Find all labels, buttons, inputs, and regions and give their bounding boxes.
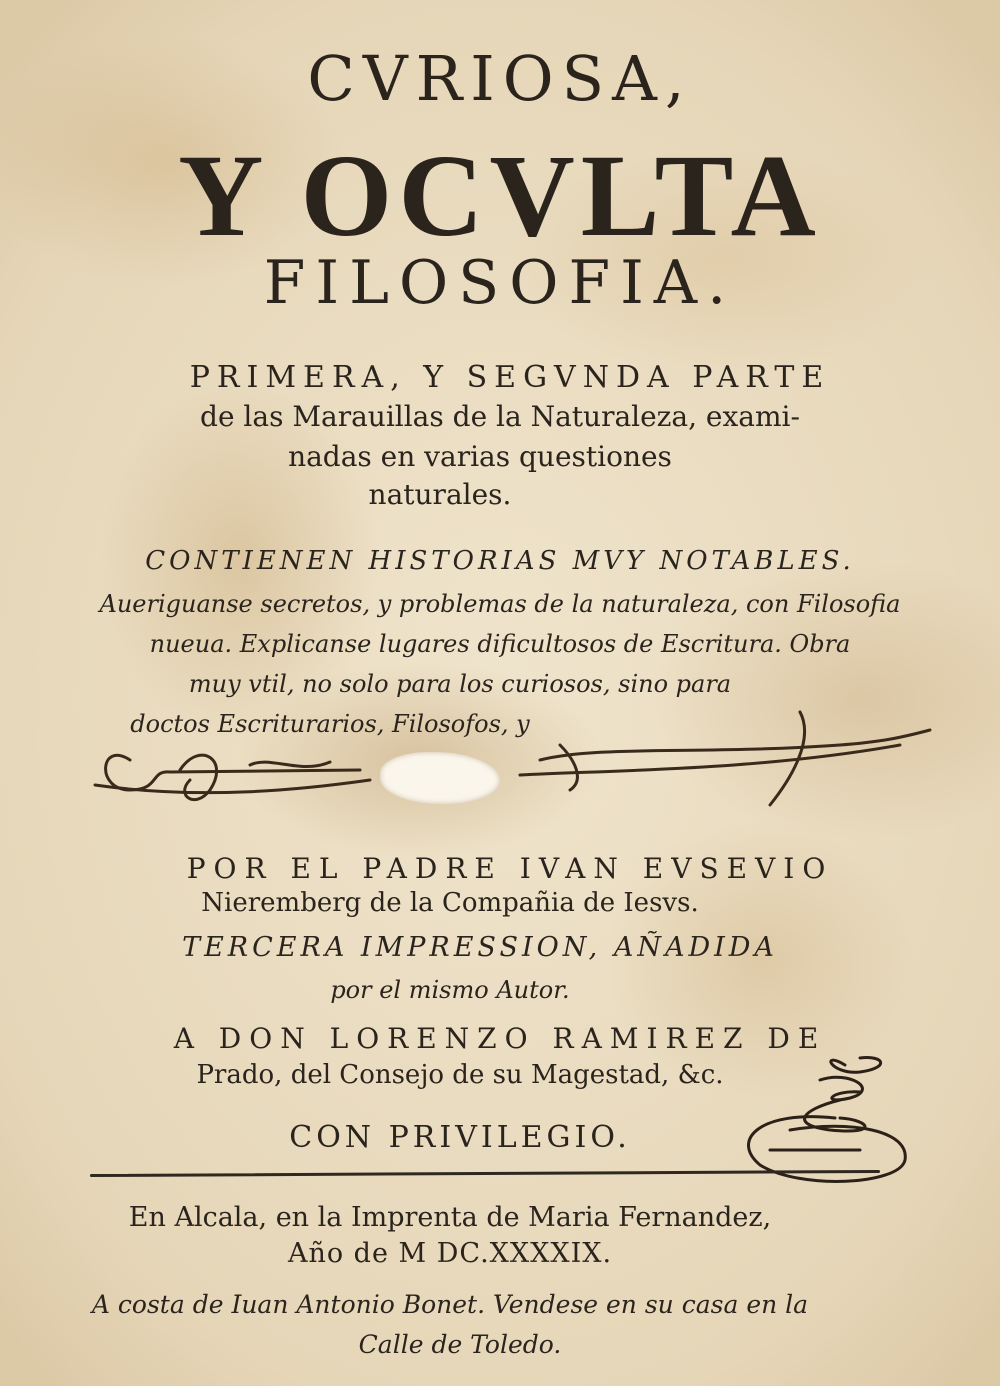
imprint-line-2: Año de M DC.XXXXIX. [287,1238,613,1269]
dedication-line-1: A DON LORENZO RAMIREZ DE [173,1022,827,1055]
bookseller-line-1: A costa de Iuan Antonio Bonet. Vendese en su casa en la [91,1290,809,1319]
handwritten-signature-icon [95,712,930,805]
contents-heading: CONTIENEN HISTORIAS MVY NOTABLES. [145,546,855,576]
imprint-line-1: En Alcala, en la Imprenta de Maria Fernandez, [128,1202,772,1233]
contents-line-4: muy vtil, no solo para los curiosos, sino para [188,670,732,698]
title-line-3: FILOSOFIA. [263,248,737,318]
dedication-line-2: Prado, del Consejo de su Magestad, &c. [196,1060,724,1090]
subtitle-line-4: naturales. [368,478,512,511]
edition-line-1: TERCERA IMPRESSION, AÑADIDA [182,932,778,963]
subtitle-line-1: PRIMERA, Y SEGVNDA PARTE [189,360,831,395]
author-line-1: POR EL PADRE IVAN EVSEVIO [186,852,834,885]
author-line-2: Nieremberg de la Compañia de Iesvs. [201,888,699,918]
title-line-1: CVRIOSA, [307,42,693,115]
title-line-2: Y OCVLTA [178,130,822,261]
edition-line-2: por el mismo Autor. [330,976,570,1004]
privilege-line: CON PRIVILEGIO. [289,1120,631,1155]
subtitle-line-2: de las Marauillas de la Naturaleza, exami- [200,400,800,433]
bookseller-line-2: Calle de Toledo. [358,1330,562,1359]
contents-line-3: nueua. Explicanse lugares dificultosos de Escritura. Obra [149,630,851,658]
contents-line-2: Aueriguanse secretos, y problemas de la naturaleza, con Filosofia [99,590,901,618]
subtitle-line-3: nadas en varias questiones [288,440,672,473]
contents-line-5: doctos Escriturarios, Filosofos, y [130,710,530,738]
